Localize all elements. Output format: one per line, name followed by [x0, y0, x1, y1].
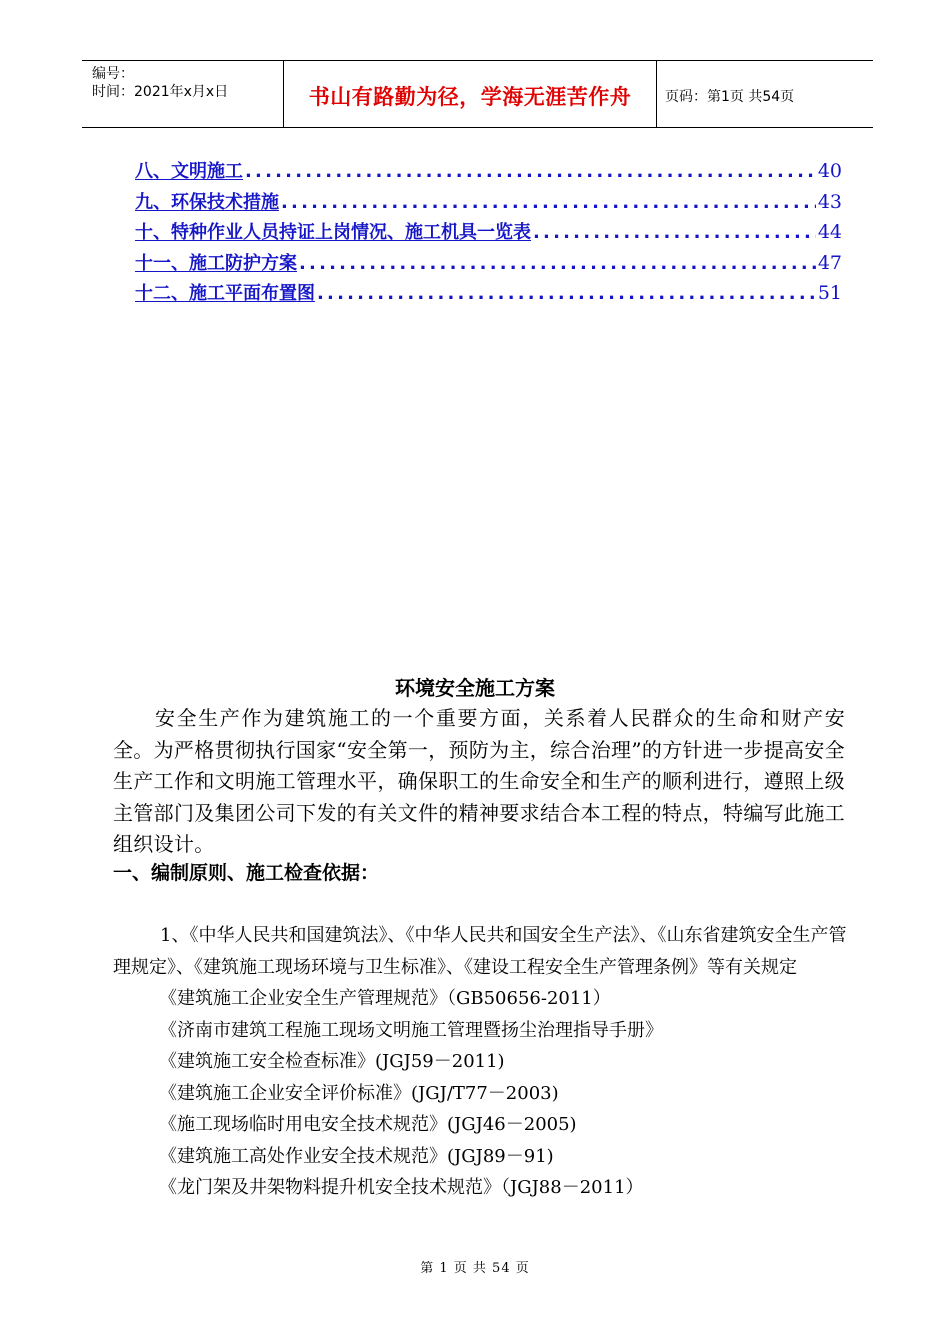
toc-leader-dots — [317, 283, 816, 304]
standard-item: 《施工现场临时用电安全技术规范》(JGJ46－2005) — [159, 1114, 577, 1135]
page-header — [82, 60, 873, 128]
toc-item-page: 51 — [817, 282, 842, 304]
toc-item-page: 43 — [817, 190, 842, 213]
page-footer: 第 1 页 共 54 页 — [420, 1261, 530, 1276]
standard-item: 《建筑施工安全检查标准》(JGJ59－2011) — [159, 1051, 505, 1072]
laws-paragraph: 1、《中华人民共和国建筑法》、《中华人民共和国安全生产法》、《山东省建筑安全生产管理规定》、《建筑施工现场环境与卫生标准》、《建设工程安全生产管理条例》等有关规定 — [113, 925, 847, 978]
toc-item-title[interactable]: 九、环保技术措施 — [135, 191, 279, 213]
document-title: 环境安全施工方案 — [395, 676, 555, 700]
toc-item-page: 47 — [817, 251, 842, 274]
toc-item[interactable] — [135, 188, 842, 219]
intro-paragraph: 安全生产作为建筑施工的一个重要方面，关系着人民群众的生命和财产安全。为严格贯彻执行国家“安全第一，预防为主，综合治理”的方针进一步提高安全生产工作和文明施工管理水平，确保职工的生命安全和生产的顺利进行，遵照上级主管部门及集团公司下发的有关文件的精神要求结合本工程的特点，特编写此施工组织设计。 — [113, 706, 845, 856]
standard-item: 《建筑施工企业安全评价标准》(JGJ/T77－2003) — [159, 1082, 559, 1104]
header-motto: 书山有路勤为径，学海无涯苦作舟 — [284, 61, 657, 127]
time-label: 时间：2021年x月x日 — [92, 84, 229, 100]
toc-item-title[interactable]: 十一、施工防护方案 — [135, 252, 297, 274]
header-page-info: 页码：第1页 共54页 — [665, 89, 795, 105]
toc-leader-dots — [533, 222, 816, 243]
toc-leader-dots — [299, 253, 816, 274]
reference-list — [113, 920, 853, 1204]
toc-item-title[interactable]: 八、文明施工 — [135, 161, 243, 182]
standard-item: 《济南市建筑工程施工现场文明施工管理暨扬尘治理指导手册》 — [159, 1019, 663, 1041]
toc-item[interactable] — [135, 218, 842, 249]
toc-item[interactable] — [135, 249, 842, 280]
toc-item[interactable] — [135, 279, 842, 310]
section-heading: 一、编制原则、施工检查依据： — [113, 862, 380, 884]
standard-item: 《建筑施工高处作业安全技术规范》(JGJ89－91) — [159, 1145, 554, 1167]
toc-item[interactable] — [135, 157, 842, 188]
toc-item-page: 44 — [817, 221, 842, 243]
number-label: 编号： — [92, 66, 134, 82]
toc-item-title[interactable]: 十二、施工平面布置图 — [135, 283, 315, 304]
toc-item-title[interactable]: 十、特种作业人员持证上岗情况、施工机具一览表 — [135, 222, 531, 243]
standard-item: 《龙门架及井架物料提升机安全技术规范》（JGJ88－2011） — [159, 1177, 644, 1198]
toc-leader-dots — [281, 192, 816, 213]
toc-leader-dots — [245, 161, 816, 182]
standard-item: 《建筑施工企业安全生产管理规范》（GB50656-2011） — [159, 988, 611, 1009]
header-meta — [82, 61, 284, 127]
toc-item-page: 40 — [817, 160, 842, 182]
table-of-contents — [135, 157, 842, 310]
